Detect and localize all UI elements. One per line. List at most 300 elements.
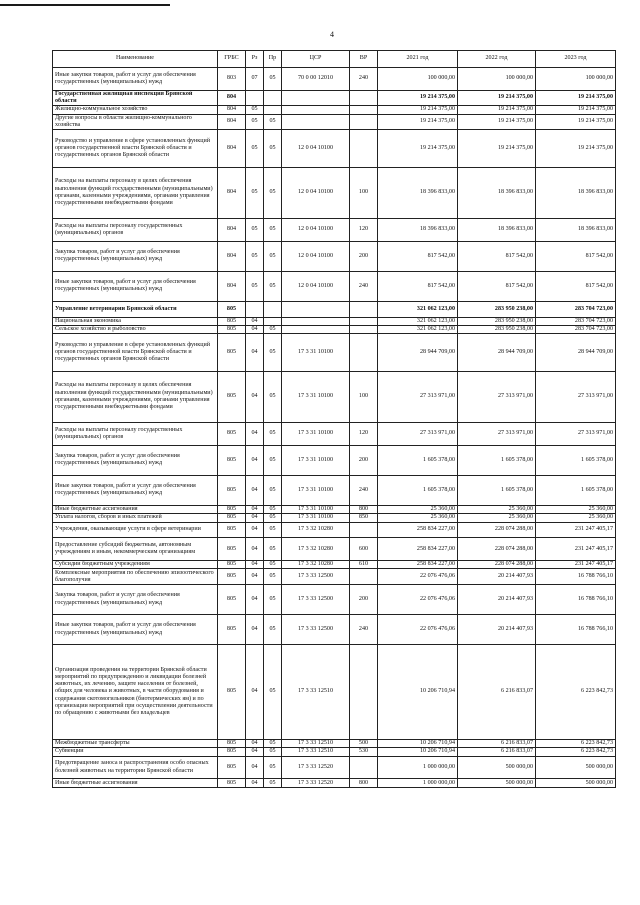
row-rz-cell: 04 (246, 522, 264, 538)
row-rz-cell: 04 (246, 445, 264, 475)
row-2021-cell: 19 214 375,00 (378, 130, 458, 167)
row-name-cell: Иные закупки товаров, работ и услуг для обеспечения государственных (муниципальных) нужд (53, 68, 218, 91)
row-csr-cell: 12 0 04 10100 (282, 219, 350, 242)
row-grbs-cell: 805 (218, 317, 246, 325)
row-2023-cell: 25 360,00 (536, 505, 616, 513)
row-2022-cell: 6 216 833,07 (458, 739, 536, 747)
row-2022-cell: 100 000,00 (458, 68, 536, 91)
row-pr-cell: 05 (264, 475, 282, 505)
row-grbs-cell: 805 (218, 522, 246, 538)
row-pr-cell: 05 (264, 569, 282, 585)
row-pr-cell: 05 (264, 445, 282, 475)
row-2022-cell: 283 950 238,00 (458, 325, 536, 333)
row-pr-cell: 05 (264, 371, 282, 423)
table-row (53, 219, 616, 242)
header-2021: 2021 год (378, 51, 458, 68)
row-2023-cell: 27 313 971,00 (536, 371, 616, 423)
row-2022-cell: 27 313 971,00 (458, 371, 536, 423)
row-2021-cell: 22 076 476,06 (378, 615, 458, 645)
row-vr-cell (350, 756, 378, 779)
row-csr-cell: 70 0 00 12010 (282, 68, 350, 91)
row-2022-cell: 1 605 378,00 (458, 445, 536, 475)
row-csr-cell: 17 3 33 12510 (282, 739, 350, 747)
row-name-cell: Субсидии бюджетным учреждениям (53, 561, 218, 569)
row-2022-cell: 6 216 833,07 (458, 645, 536, 740)
header-name: Наименование (53, 51, 218, 68)
row-2023-cell: 231 247 405,17 (536, 522, 616, 538)
row-grbs-cell: 804 (218, 114, 246, 130)
row-2023-cell: 6 223 842,73 (536, 645, 616, 740)
table-row (53, 271, 616, 301)
row-csr-cell: 17 3 33 12520 (282, 779, 350, 787)
row-grbs-cell: 805 (218, 505, 246, 513)
row-grbs-cell: 804 (218, 106, 246, 114)
table-row (53, 423, 616, 446)
row-2022-cell: 228 074 288,00 (458, 522, 536, 538)
row-2021-cell: 1 605 378,00 (378, 475, 458, 505)
row-csr-cell: 17 3 33 12520 (282, 756, 350, 779)
row-pr-cell: 05 (264, 779, 282, 787)
row-2023-cell: 28 944 709,00 (536, 334, 616, 371)
row-2022-cell: 20 214 407,93 (458, 585, 536, 615)
row-pr-cell: 05 (264, 748, 282, 756)
row-grbs-cell: 805 (218, 445, 246, 475)
row-2023-cell: 231 247 405,17 (536, 561, 616, 569)
row-rz-cell: 04 (246, 615, 264, 645)
row-2021-cell: 19 214 375,00 (378, 106, 458, 114)
row-2023-cell: 817 542,00 (536, 241, 616, 271)
table-row (53, 514, 616, 522)
row-2022-cell: 18 396 833,00 (458, 167, 536, 219)
row-2022-cell: 28 944 709,00 (458, 334, 536, 371)
row-2022-cell: 20 214 407,93 (458, 615, 536, 645)
table-row (53, 739, 616, 747)
table-row (53, 569, 616, 585)
row-pr-cell: 05 (264, 561, 282, 569)
row-2022-cell: 27 313 971,00 (458, 423, 536, 446)
row-rz-cell: 05 (246, 219, 264, 242)
table-row (53, 756, 616, 779)
row-2022-cell: 228 074 288,00 (458, 538, 536, 561)
row-name-cell: Расходы на выплаты персоналу государственных (муниципальных) органов (53, 219, 218, 242)
row-2021-cell: 10 206 710,94 (378, 748, 458, 756)
row-2023-cell: 27 313 971,00 (536, 423, 616, 446)
row-csr-cell: 12 0 04 10100 (282, 130, 350, 167)
row-pr-cell: 05 (264, 271, 282, 301)
row-pr-cell (264, 301, 282, 317)
row-2021-cell: 25 360,00 (378, 505, 458, 513)
row-name-cell: Расходы на выплаты персоналу в целях обеспечения выполнения функций государственными (муниципальными) органами, казенными учреждениями, органами управления государственными внебюджетными фондами (53, 371, 218, 423)
row-2022-cell: 500 000,00 (458, 779, 536, 787)
table-row (53, 334, 616, 371)
row-2022-cell: 25 360,00 (458, 514, 536, 522)
row-rz-cell (246, 90, 264, 106)
row-grbs-cell: 804 (218, 167, 246, 219)
row-name-cell: Другие вопросы в области жилищно-коммунального хозяйства (53, 114, 218, 130)
page-number: 4 (330, 30, 334, 39)
row-csr-cell: 17 3 33 12510 (282, 645, 350, 740)
row-pr-cell: 05 (264, 130, 282, 167)
row-pr-cell: 05 (264, 334, 282, 371)
row-grbs-cell: 804 (218, 219, 246, 242)
row-vr-cell: 800 (350, 505, 378, 513)
row-2021-cell: 1 000 000,00 (378, 779, 458, 787)
row-csr-cell: 17 3 32 10280 (282, 538, 350, 561)
table-row (53, 371, 616, 423)
row-vr-cell: 600 (350, 538, 378, 561)
row-rz-cell: 04 (246, 779, 264, 787)
row-grbs-cell: 805 (218, 475, 246, 505)
row-rz-cell: 04 (246, 317, 264, 325)
row-rz-cell: 05 (246, 241, 264, 271)
row-name-cell: Национальная экономика (53, 317, 218, 325)
row-pr-cell: 05 (264, 522, 282, 538)
row-csr-cell: 17 3 31 10100 (282, 475, 350, 505)
row-csr-cell: 17 3 31 10100 (282, 423, 350, 446)
row-name-cell: Иные бюджетные ассигнования (53, 779, 218, 787)
budget-table (52, 50, 616, 788)
row-2021-cell: 100 000,00 (378, 68, 458, 91)
row-2021-cell: 18 396 833,00 (378, 167, 458, 219)
row-grbs-cell: 805 (218, 569, 246, 585)
row-grbs-cell: 805 (218, 585, 246, 615)
row-2022-cell: 18 396 833,00 (458, 219, 536, 242)
table-row (53, 106, 616, 114)
row-pr-cell: 05 (264, 538, 282, 561)
row-csr-cell: 17 3 33 12500 (282, 615, 350, 645)
row-rz-cell: 04 (246, 739, 264, 747)
table-row (53, 748, 616, 756)
row-2023-cell: 817 542,00 (536, 271, 616, 301)
row-rz-cell: 05 (246, 114, 264, 130)
row-csr-cell (282, 317, 350, 325)
table-row (53, 445, 616, 475)
row-2023-cell: 100 000,00 (536, 68, 616, 91)
row-pr-cell: 05 (264, 585, 282, 615)
row-2022-cell: 19 214 375,00 (458, 106, 536, 114)
row-grbs-cell: 805 (218, 748, 246, 756)
row-csr-cell: 12 0 04 10100 (282, 241, 350, 271)
row-csr-cell (282, 106, 350, 114)
table-row (53, 301, 616, 317)
row-name-cell: Закупка товаров, работ и услуг для обеспечения государственных (муниципальных) нужд (53, 241, 218, 271)
row-grbs-cell: 805 (218, 371, 246, 423)
row-grbs-cell: 805 (218, 514, 246, 522)
row-name-cell: Субвенции (53, 748, 218, 756)
table-header-row (53, 51, 616, 68)
row-2023-cell: 18 396 833,00 (536, 219, 616, 242)
row-vr-cell (350, 325, 378, 333)
row-2022-cell: 20 214 407,93 (458, 569, 536, 585)
row-rz-cell: 04 (246, 569, 264, 585)
row-vr-cell (350, 317, 378, 325)
row-2021-cell: 817 542,00 (378, 241, 458, 271)
row-vr-cell: 240 (350, 68, 378, 91)
row-vr-cell (350, 130, 378, 167)
row-2021-cell: 22 076 476,06 (378, 569, 458, 585)
row-2021-cell: 10 206 710,94 (378, 739, 458, 747)
table-row (53, 505, 616, 513)
row-2021-cell: 28 944 709,00 (378, 334, 458, 371)
row-csr-cell: 17 3 31 10100 (282, 445, 350, 475)
row-2023-cell: 25 360,00 (536, 514, 616, 522)
row-vr-cell (350, 106, 378, 114)
row-2023-cell: 18 396 833,00 (536, 167, 616, 219)
header-csr: ЦСР (282, 51, 350, 68)
row-2023-cell: 6 223 842,73 (536, 748, 616, 756)
row-2022-cell: 228 074 288,00 (458, 561, 536, 569)
row-2023-cell: 231 247 405,17 (536, 538, 616, 561)
row-vr-cell: 800 (350, 779, 378, 787)
row-pr-cell (264, 106, 282, 114)
row-2021-cell: 321 062 123,00 (378, 301, 458, 317)
row-pr-cell: 05 (264, 325, 282, 333)
table-row (53, 585, 616, 615)
table-row (53, 241, 616, 271)
row-csr-cell: 12 0 04 10100 (282, 167, 350, 219)
row-name-cell: Организация проведения на территории Брянской области мероприятий по предупреждению и ликвидации болезней животных, их лечению, защите населения от болезней, общих для человека и животных, в части оборудования и содержания скотомогильников (биотермических ям) и по организации мероприятий при осуществлении деятельности по обращению с животными без владельцев (53, 645, 218, 740)
table-row (53, 645, 616, 740)
row-grbs-cell: 804 (218, 90, 246, 106)
row-2022-cell: 19 214 375,00 (458, 90, 536, 106)
row-csr-cell: 17 3 31 10100 (282, 505, 350, 513)
row-pr-cell: 05 (264, 514, 282, 522)
row-2022-cell: 1 605 378,00 (458, 475, 536, 505)
row-name-cell: Закупка товаров, работ и услуг для обеспечения государственных (муниципальных) нужд (53, 585, 218, 615)
row-grbs-cell: 804 (218, 271, 246, 301)
row-name-cell: Уплата налогов, сборов и иных платежей (53, 514, 218, 522)
row-name-cell: Государственная жилищная инспекция Брянской области (53, 90, 218, 106)
row-2021-cell: 258 834 227,00 (378, 522, 458, 538)
row-rz-cell: 04 (246, 645, 264, 740)
row-pr-cell (264, 90, 282, 106)
row-2023-cell: 283 704 723,00 (536, 317, 616, 325)
row-vr-cell: 240 (350, 271, 378, 301)
row-csr-cell: 17 3 33 12510 (282, 748, 350, 756)
row-2021-cell: 258 834 227,00 (378, 538, 458, 561)
row-vr-cell (350, 645, 378, 740)
row-name-cell: Иные бюджетные ассигнования (53, 505, 218, 513)
row-name-cell: Сельское хозяйство и рыболовство (53, 325, 218, 333)
row-2022-cell: 817 542,00 (458, 241, 536, 271)
row-2022-cell: 283 950 238,00 (458, 301, 536, 317)
row-rz-cell: 04 (246, 475, 264, 505)
table-row (53, 615, 616, 645)
row-rz-cell: 04 (246, 423, 264, 446)
table-row (53, 475, 616, 505)
table-row (53, 561, 616, 569)
row-vr-cell (350, 114, 378, 130)
row-csr-cell: 17 3 33 12500 (282, 569, 350, 585)
row-2023-cell: 19 214 375,00 (536, 130, 616, 167)
row-2023-cell: 19 214 375,00 (536, 106, 616, 114)
row-rz-cell: 04 (246, 371, 264, 423)
table-row (53, 130, 616, 167)
row-2023-cell: 1 605 378,00 (536, 475, 616, 505)
row-2023-cell: 16 788 766,10 (536, 569, 616, 585)
row-2022-cell: 19 214 375,00 (458, 130, 536, 167)
row-grbs-cell: 803 (218, 68, 246, 91)
row-vr-cell: 120 (350, 423, 378, 446)
header-2022: 2022 год (458, 51, 536, 68)
row-csr-cell: 17 3 31 10100 (282, 514, 350, 522)
row-2023-cell: 16 788 766,10 (536, 615, 616, 645)
row-2023-cell: 500 000,00 (536, 756, 616, 779)
row-csr-cell (282, 114, 350, 130)
row-name-cell: Предоставление субсидий бюджетным, автономным учреждениям и иным, некоммерческим организациям (53, 538, 218, 561)
row-2021-cell: 321 062 123,00 (378, 325, 458, 333)
row-2021-cell: 10 206 710,94 (378, 645, 458, 740)
row-pr-cell: 05 (264, 114, 282, 130)
row-rz-cell: 04 (246, 514, 264, 522)
table-row (53, 538, 616, 561)
row-csr-cell: 17 3 32 10280 (282, 522, 350, 538)
row-2021-cell: 1 000 000,00 (378, 756, 458, 779)
row-2023-cell: 19 214 375,00 (536, 90, 616, 106)
row-rz-cell: 05 (246, 106, 264, 114)
row-pr-cell: 05 (264, 241, 282, 271)
table-body (53, 68, 616, 788)
table-row (53, 167, 616, 219)
row-pr-cell: 05 (264, 739, 282, 747)
row-rz-cell: 04 (246, 748, 264, 756)
row-rz-cell: 05 (246, 271, 264, 301)
header-vr: ВР (350, 51, 378, 68)
row-vr-cell: 240 (350, 615, 378, 645)
row-2021-cell: 1 605 378,00 (378, 445, 458, 475)
table-row (53, 317, 616, 325)
row-grbs-cell: 805 (218, 739, 246, 747)
row-vr-cell (350, 569, 378, 585)
row-grbs-cell: 805 (218, 615, 246, 645)
row-2022-cell: 6 216 833,07 (458, 748, 536, 756)
row-vr-cell: 240 (350, 475, 378, 505)
row-grbs-cell: 805 (218, 779, 246, 787)
row-2021-cell: 18 396 833,00 (378, 219, 458, 242)
row-2023-cell: 19 214 375,00 (536, 114, 616, 130)
row-2021-cell: 19 214 375,00 (378, 114, 458, 130)
row-pr-cell: 05 (264, 645, 282, 740)
row-rz-cell: 05 (246, 167, 264, 219)
row-name-cell: Закупка товаров, работ и услуг для обеспечения государственных (муниципальных) нужд (53, 445, 218, 475)
row-name-cell: Расходы на выплаты персоналу государственных (муниципальных) органов (53, 423, 218, 446)
row-2021-cell: 321 062 123,00 (378, 317, 458, 325)
row-vr-cell (350, 90, 378, 106)
row-2023-cell: 16 788 766,10 (536, 585, 616, 615)
row-pr-cell: 05 (264, 423, 282, 446)
row-rz-cell: 04 (246, 585, 264, 615)
row-vr-cell: 850 (350, 514, 378, 522)
row-csr-cell: 17 3 31 10100 (282, 334, 350, 371)
row-csr-cell: 17 3 33 12500 (282, 585, 350, 615)
row-name-cell: Комплексные мероприятия по обеспечению эпизоотического благополучия (53, 569, 218, 585)
table-row (53, 325, 616, 333)
row-name-cell: Иные закупки товаров, работ и услуг для обеспечения государственных (муниципальных) нужд (53, 615, 218, 645)
row-grbs-cell: 805 (218, 645, 246, 740)
row-name-cell: Расходы на выплаты персоналу в целях обеспечения выполнения функций государственными (муниципальными) органами, казенными учреждениями, органами управления государственными внебюджетными фондами (53, 167, 218, 219)
table-row (53, 779, 616, 787)
row-name-cell: Предотвращение заноса и распространения особо опасных болезней животных на территории Брянской области (53, 756, 218, 779)
row-vr-cell (350, 301, 378, 317)
row-2021-cell: 817 542,00 (378, 271, 458, 301)
row-vr-cell: 610 (350, 561, 378, 569)
row-csr-cell: 12 0 04 10100 (282, 271, 350, 301)
row-vr-cell: 100 (350, 167, 378, 219)
row-2023-cell: 500 000,00 (536, 779, 616, 787)
row-csr-cell (282, 325, 350, 333)
row-name-cell: Руководство и управление в сфере установленных функций органов государственной власти Брянской области и государственных органов Брянской области (53, 130, 218, 167)
table-row (53, 114, 616, 130)
row-2023-cell: 1 605 378,00 (536, 445, 616, 475)
row-rz-cell: 04 (246, 538, 264, 561)
row-name-cell: Жилищно-коммунальное хозяйство (53, 106, 218, 114)
row-2021-cell: 258 834 227,00 (378, 561, 458, 569)
table-row (53, 522, 616, 538)
header-grbs: ГРБС (218, 51, 246, 68)
row-grbs-cell: 805 (218, 301, 246, 317)
row-rz-cell: 07 (246, 68, 264, 91)
header-2023: 2023 год (536, 51, 616, 68)
row-csr-cell: 17 3 32 10280 (282, 561, 350, 569)
row-grbs-cell: 805 (218, 334, 246, 371)
row-2022-cell: 817 542,00 (458, 271, 536, 301)
row-vr-cell: 100 (350, 371, 378, 423)
row-name-cell: Иные закупки товаров, работ и услуг для обеспечения государственных (муниципальных) нужд (53, 475, 218, 505)
table-row (53, 68, 616, 91)
row-grbs-cell: 805 (218, 325, 246, 333)
row-name-cell: Межбюджетные трансферты (53, 739, 218, 747)
row-rz-cell: 04 (246, 505, 264, 513)
row-rz-cell (246, 301, 264, 317)
row-csr-cell (282, 90, 350, 106)
table-row (53, 90, 616, 106)
row-name-cell: Руководство и управление в сфере установленных функций органов государственной власти Брянской области и государственных органов Брянской области (53, 334, 218, 371)
row-2021-cell: 22 076 476,06 (378, 585, 458, 615)
row-grbs-cell: 805 (218, 538, 246, 561)
row-vr-cell (350, 522, 378, 538)
header-rz: Рз (246, 51, 264, 68)
top-rule (0, 4, 170, 6)
row-2023-cell: 283 704 723,00 (536, 301, 616, 317)
row-name-cell: Иные закупки товаров, работ и услуг для обеспечения государственных (муниципальных) нужд (53, 271, 218, 301)
row-vr-cell: 200 (350, 445, 378, 475)
row-name-cell: Учреждения, оказывающие услуги в сфере ветеринарии (53, 522, 218, 538)
row-pr-cell: 05 (264, 756, 282, 779)
row-rz-cell: 04 (246, 334, 264, 371)
row-csr-cell: 17 3 31 10100 (282, 371, 350, 423)
row-grbs-cell: 805 (218, 423, 246, 446)
row-2021-cell: 25 360,00 (378, 514, 458, 522)
row-2021-cell: 19 214 375,00 (378, 90, 458, 106)
header-pr: Пр (264, 51, 282, 68)
row-2022-cell: 500 000,00 (458, 756, 536, 779)
row-2022-cell: 283 950 238,00 (458, 317, 536, 325)
row-vr-cell: 200 (350, 585, 378, 615)
row-name-cell: Управление ветеринарии Брянской области (53, 301, 218, 317)
row-2022-cell: 25 360,00 (458, 505, 536, 513)
row-csr-cell (282, 301, 350, 317)
row-vr-cell (350, 334, 378, 371)
row-2023-cell: 283 704 723,00 (536, 325, 616, 333)
row-2022-cell: 19 214 375,00 (458, 114, 536, 130)
row-2021-cell: 27 313 971,00 (378, 423, 458, 446)
row-vr-cell: 530 (350, 748, 378, 756)
row-2021-cell: 27 313 971,00 (378, 371, 458, 423)
row-grbs-cell: 805 (218, 561, 246, 569)
row-2023-cell: 6 223 842,73 (536, 739, 616, 747)
row-grbs-cell: 804 (218, 130, 246, 167)
row-vr-cell: 200 (350, 241, 378, 271)
